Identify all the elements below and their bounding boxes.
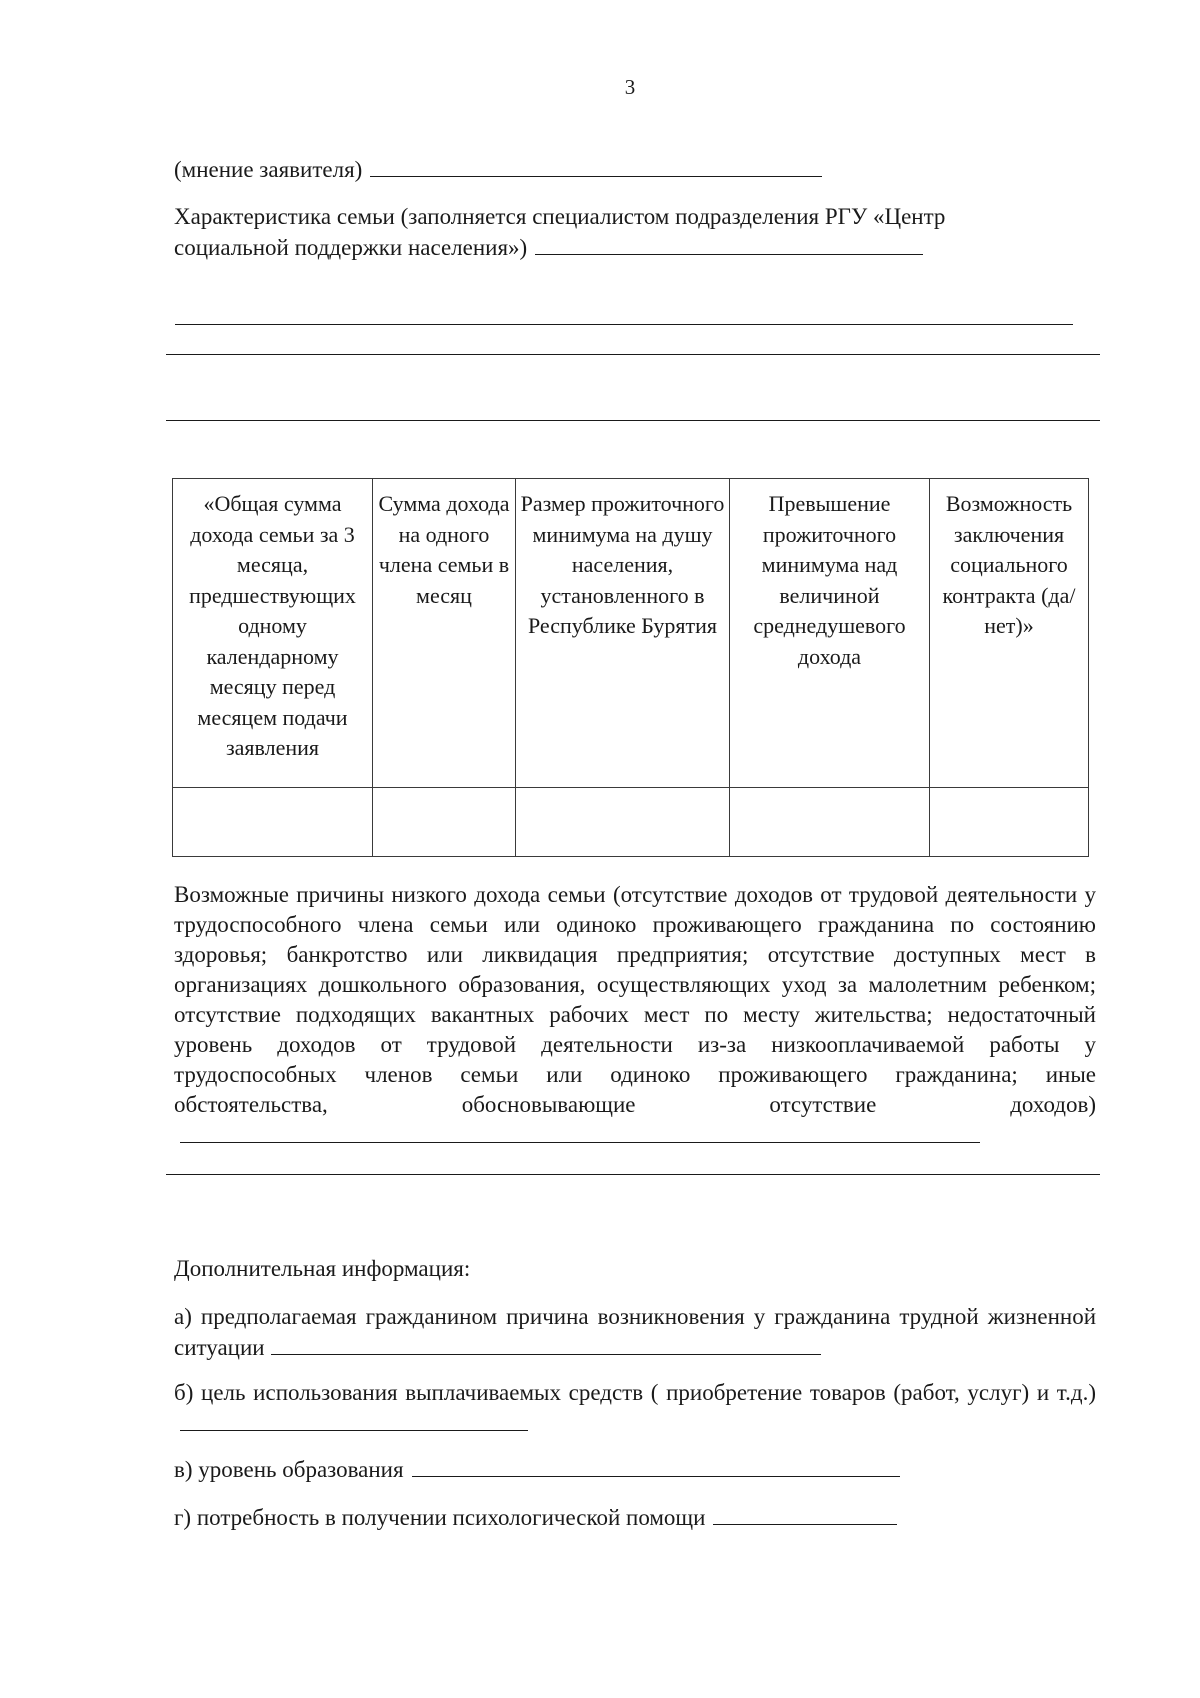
table-row [173,788,1089,857]
income-table [172,478,1089,857]
additional-info-item-b [174,1378,1096,1439]
header-income-per-member: Сумма дохода на одного члена семьи в месяц [373,479,516,788]
family-characteristic-line2: социальной поддержки населения») [174,235,528,260]
item-b-field[interactable] [180,1408,528,1431]
additional-info-item-g [174,1502,897,1533]
family-characteristic-field[interactable] [535,232,923,255]
page-number: 3 [624,75,636,99]
low-income-reasons-field[interactable] [180,1120,980,1143]
low-income-reasons-blank-line[interactable] [166,1174,1100,1175]
header-contract-possibility: Возможность заключения социального контракта (да/ нет)» [930,479,1089,788]
header-excess-over-minimum: Превышение прожиточного минимума над величиной среднедушевого дохода [730,479,930,788]
additional-info-item-a [174,1302,1096,1363]
family-characteristic-blank-line-1[interactable] [175,324,1073,325]
cell-total-family-income[interactable] [173,788,373,857]
cell-contract-possibility[interactable] [930,788,1089,857]
family-characteristic-blank-line-3[interactable] [166,420,1100,421]
item-v-field[interactable] [412,1454,900,1477]
header-total-family-income: «Общая сумма дохода семьи за 3 месяца, предшествующих одному календарному месяцу перед месяцем подачи заявления [173,479,373,788]
family-characteristic-line2-wrap [174,232,923,263]
cell-subsistence-minimum[interactable] [516,788,730,857]
item-v-text: в) уровень образования [174,1457,404,1482]
additional-info-item-v [174,1454,900,1485]
item-g-text: г) потребность в получении психологической помощи [174,1505,706,1530]
item-a-text: а) предполагаемая гражданином причина возникновения у гражданина трудной жизненной ситуации [174,1304,1096,1360]
family-characteristic-line1: Характеристика семьи (заполняется специалистом подразделения РГУ «Центр [174,204,946,229]
cell-income-per-member[interactable] [373,788,516,857]
item-b-text: б) цель использования выплачиваемых средств ( приобретение товаров (работ, услуг) и т.д.) [174,1380,1096,1405]
applicant-opinion-line [174,154,822,185]
item-a-field[interactable] [271,1332,821,1355]
header-subsistence-minimum: Размер прожиточного минимума на душу населения, установленного в Республике Бурятия [516,479,730,788]
low-income-reasons-text: Возможные причины низкого дохода семьи (отсутствие доходов от трудовой деятельности у трудоспособного члена семьи или одиноко проживающего гражданина по состоянию здоровья; банкротство или ликвидация предприятия; отсутствие доступных мест в организациях дошкольного образования, осуществляющих уход за малолетним ребенком; отсутствие подходящих вакантных рабочих мест по месту жительства; недостаточный уровень доходов от трудовой деятельности из-за низкооплачиваемой работы у трудоспособных членов семьи или одиноко проживающего гражданина; иные обстоятельства, обосновывающие отсутствие доходов) [174,882,1096,1117]
applicant-opinion-label: (мнение заявителя) [174,157,363,182]
family-characteristic-blank-line-2[interactable] [166,354,1100,355]
low-income-reasons-paragraph [174,880,1096,1151]
cell-excess-over-minimum[interactable] [730,788,930,857]
table-header-row [173,479,1089,788]
item-g-field[interactable] [713,1502,897,1525]
applicant-opinion-field[interactable] [370,154,822,177]
additional-info-heading: Дополнительная информация: [174,1256,471,1281]
